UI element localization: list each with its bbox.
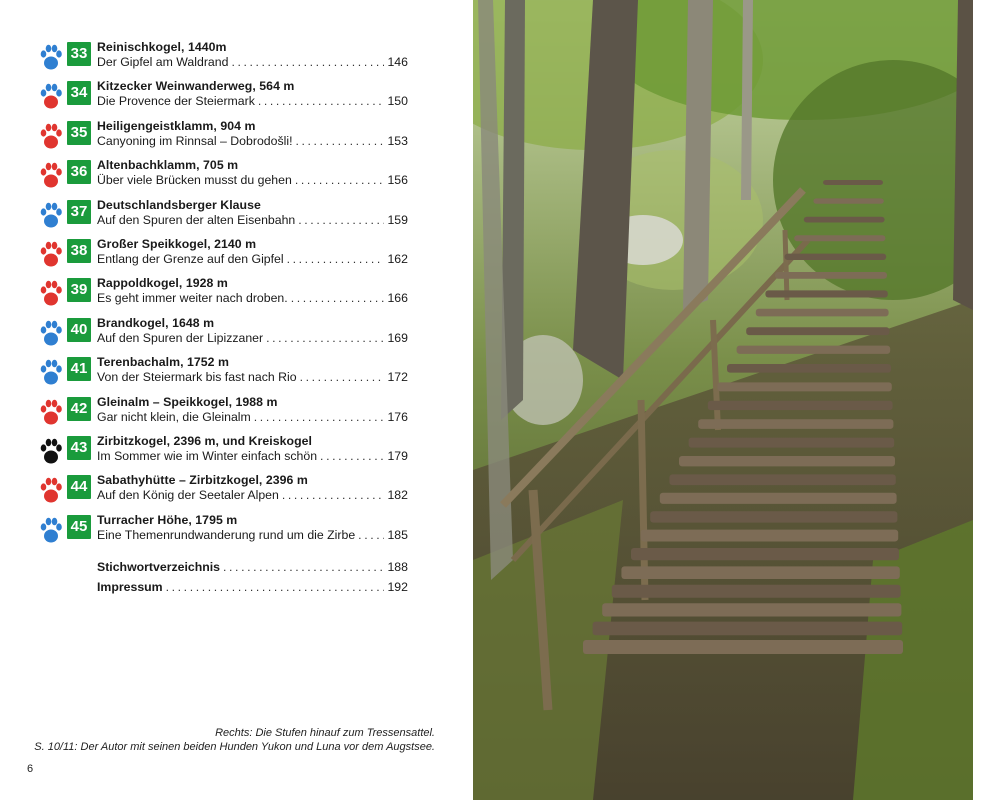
stair-step xyxy=(593,622,903,636)
tour-subtitle: Es geht immer weiter nach droben. xyxy=(97,291,288,306)
leader-dots xyxy=(295,134,384,148)
tour-number-badge: 41 xyxy=(67,357,91,381)
tour-number-badge: 42 xyxy=(67,397,91,421)
tour-page-number: 176 xyxy=(387,409,408,424)
tour-page-number: 156 xyxy=(387,173,408,188)
leader-dots xyxy=(258,94,385,108)
caption-line-2: S. 10/11: Der Autor mit seinen beiden Hunden Yukon und Luna vor dem Augstsee. xyxy=(34,740,435,753)
tour-title: Großer Speikkogel, 2140 m xyxy=(97,236,257,251)
tour-subtitle: Entlang der Grenze auf den Gipfel xyxy=(97,251,284,266)
paw-difficulty-icon xyxy=(40,315,62,349)
tour-subtitle: Über viele Brücken musst du gehen xyxy=(97,173,292,188)
stair-step xyxy=(813,198,883,203)
stair-step xyxy=(669,474,895,485)
leader-dots xyxy=(231,55,384,69)
leader-dots xyxy=(291,291,385,305)
extra-page-number: 192 xyxy=(387,580,408,594)
stair-step xyxy=(717,382,891,391)
tour-page-number: 185 xyxy=(387,527,408,542)
tour-page-number: 146 xyxy=(387,55,408,69)
tour-subtitle: Von der Steiermark bis fast nach Rio xyxy=(97,370,297,385)
paw-difficulty-icon xyxy=(40,275,62,309)
stair-step xyxy=(785,254,887,260)
toc-entry[interactable] xyxy=(40,393,410,432)
leader-dots xyxy=(358,528,384,542)
tour-number-badge: 38 xyxy=(67,239,91,263)
tour-title: Brandkogel, 1648 m xyxy=(97,315,215,330)
tour-page-number: 179 xyxy=(387,448,408,463)
paw-difficulty-icon xyxy=(40,394,62,428)
paw-difficulty-icon xyxy=(40,39,62,73)
tour-subtitle: Canyoning im Rinnsal – Dobrodošli! xyxy=(97,133,293,148)
tour-number-badge: 35 xyxy=(67,121,91,145)
stair-step xyxy=(804,217,885,223)
tour-number-badge: 45 xyxy=(67,515,91,539)
leader-dots xyxy=(295,173,385,187)
tour-title: Zirbitzkogel, 2396 m, und Kreiskogel xyxy=(97,433,313,448)
forest-stairs-photo xyxy=(473,0,973,800)
stair-step xyxy=(756,309,889,317)
extra-page-number: 188 xyxy=(387,560,408,574)
paw-difficulty-icon xyxy=(40,78,62,112)
paw-difficulty-icon xyxy=(40,157,62,191)
tour-number-badge: 40 xyxy=(67,318,91,342)
tour-title: Kitzecker Weinwanderweg, 564 m xyxy=(97,79,295,94)
tour-title: Altenbachklamm, 705 m xyxy=(97,158,239,173)
caption-line-1: Rechts: Die Stufen hinauf zum Tressensattel. xyxy=(215,727,435,739)
stair-step xyxy=(698,419,893,429)
toc-entry[interactable] xyxy=(40,38,410,77)
toc-entry[interactable] xyxy=(40,117,410,156)
stair-step xyxy=(727,364,891,373)
tour-title: Terenbachalm, 1752 m xyxy=(97,355,230,370)
tour-number-badge: 37 xyxy=(67,200,91,224)
stair-step xyxy=(583,640,903,654)
tour-page-number: 162 xyxy=(387,251,408,266)
stair-step xyxy=(612,585,901,598)
leader-dots xyxy=(287,252,385,266)
toc-entry[interactable] xyxy=(40,77,410,116)
tour-subtitle: Im Sommer wie im Winter einfach schön xyxy=(97,448,318,463)
stair-step xyxy=(602,603,901,616)
tour-page-number: 169 xyxy=(387,330,408,345)
paw-difficulty-icon xyxy=(40,354,62,388)
toc-extras xyxy=(97,560,408,600)
stair-step xyxy=(746,327,889,335)
tour-number-badge: 33 xyxy=(67,42,91,66)
stair-step xyxy=(737,346,891,354)
stair-step xyxy=(775,272,887,279)
paw-difficulty-icon xyxy=(40,236,62,270)
tour-page-number: 153 xyxy=(387,133,408,148)
tour-page-number: 159 xyxy=(387,212,408,227)
paw-difficulty-icon xyxy=(40,512,62,546)
page-number: 6 xyxy=(27,763,34,775)
toc-entry[interactable] xyxy=(40,471,410,510)
photo-caption xyxy=(34,727,435,754)
tour-number-badge: 34 xyxy=(67,81,91,105)
tour-subtitle: Auf den Spuren der alten Eisenbahn xyxy=(97,212,296,227)
leader-dots xyxy=(223,560,384,574)
tour-number-badge: 36 xyxy=(67,160,91,184)
toc-entry[interactable] xyxy=(40,353,410,392)
tour-title: Gleinalm – Speikkogel, 1988 m xyxy=(97,394,278,409)
tour-number-badge: 39 xyxy=(67,278,91,302)
toc-entry[interactable] xyxy=(40,196,410,235)
paw-difficulty-icon xyxy=(40,118,62,152)
stair-step xyxy=(794,235,885,241)
left-page xyxy=(0,0,473,800)
toc-entry[interactable] xyxy=(40,235,410,274)
tour-number-badge: 44 xyxy=(67,475,91,499)
tour-page-number: 172 xyxy=(387,370,408,385)
leader-dots xyxy=(266,331,384,345)
tour-page-number: 166 xyxy=(387,291,408,306)
tour-subtitle: Auf den König der Seetaler Alpen xyxy=(97,488,279,503)
leader-dots xyxy=(166,580,385,594)
tour-subtitle: Gar nicht klein, die Gleinalm xyxy=(97,409,251,424)
toc-entry[interactable] xyxy=(40,511,410,550)
tour-subtitle: Der Gipfel am Waldrand xyxy=(97,55,229,69)
table-of-contents xyxy=(40,38,410,550)
right-page xyxy=(473,0,1000,800)
tour-title: Turracher Höhe, 1795 m xyxy=(97,512,238,527)
toc-entry[interactable] xyxy=(40,274,410,313)
toc-entry[interactable] xyxy=(40,156,410,195)
stair-step xyxy=(660,493,897,504)
extra-label: Impressum xyxy=(97,580,163,594)
toc-extra-entry[interactable] xyxy=(97,560,408,580)
toc-extra-entry[interactable] xyxy=(97,580,408,600)
tour-subtitle: Eine Themenrundwanderung rund um die Zirbe xyxy=(97,527,356,542)
stair-step xyxy=(631,548,899,560)
tour-subtitle: Die Provence der Steiermark xyxy=(97,94,255,109)
paw-difficulty-icon xyxy=(40,472,62,506)
leader-dots xyxy=(300,370,385,384)
stair-step xyxy=(765,290,887,297)
stair-step xyxy=(689,438,895,448)
tour-title: Deutschlandsberger Klause xyxy=(97,197,261,212)
leader-dots xyxy=(282,488,385,502)
tour-page-number: 182 xyxy=(387,488,408,503)
leader-dots xyxy=(254,410,385,424)
tour-number-badge: 43 xyxy=(67,436,91,460)
tour-title: Sabathyhütte – Zirbitzkogel, 2396 m xyxy=(97,473,308,488)
stair-step xyxy=(823,180,883,185)
tour-page-number: 150 xyxy=(387,94,408,109)
extra-label: Stichwortverzeichnis xyxy=(97,560,221,574)
stair-step xyxy=(641,530,899,542)
toc-entry[interactable] xyxy=(40,432,410,471)
leader-dots xyxy=(298,213,384,227)
stair-step xyxy=(621,566,899,579)
stair-step xyxy=(679,456,895,466)
stair-step xyxy=(650,511,897,522)
tour-title: Reinischkogel, 1440m xyxy=(97,40,227,54)
tour-title: Rappoldkogel, 1928 m xyxy=(97,276,228,291)
stair-step xyxy=(708,401,893,410)
tour-subtitle: Auf den Spuren der Lipizzaner xyxy=(97,330,264,345)
tour-title: Heiligengeistklamm, 904 m xyxy=(97,118,256,133)
paw-difficulty-icon xyxy=(40,433,62,467)
leader-dots xyxy=(320,449,384,463)
paw-difficulty-icon xyxy=(40,197,62,231)
toc-entry[interactable] xyxy=(40,314,410,353)
